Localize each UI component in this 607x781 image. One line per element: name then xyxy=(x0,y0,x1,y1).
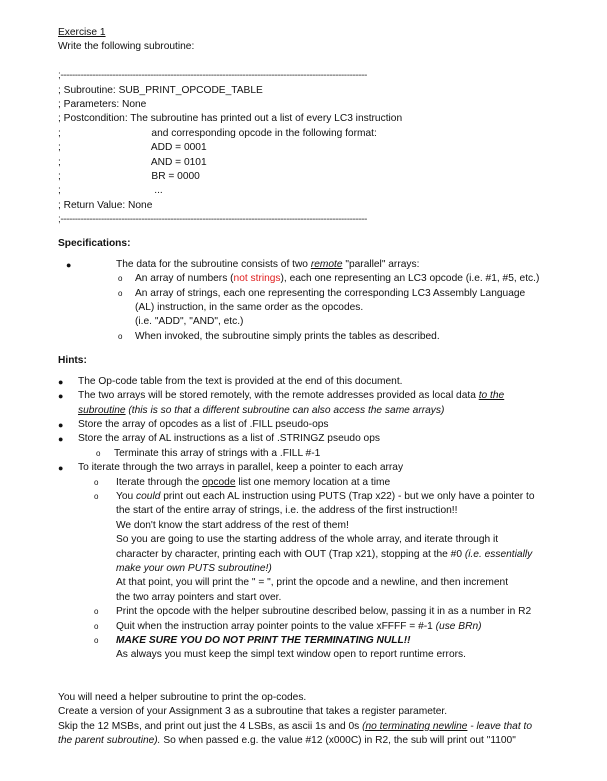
code-line: ; BR = 0000 xyxy=(58,170,200,182)
bullet-icon: ● xyxy=(58,419,64,430)
hint-5-sub-2-cont: At that point, you will print the " = ", print the opcode and a newline, and then increment xyxy=(116,577,509,589)
code-line: ; Subroutine: SUB_PRINT_OPCODE_TABLE xyxy=(58,84,263,96)
bullet-icon: ● xyxy=(66,259,72,270)
bullet-icon: ● xyxy=(58,391,64,402)
circle-bullet-icon: o xyxy=(94,477,99,487)
code-divider-bottom: ;---------------------------------------------------------------------------------------------------------- xyxy=(58,214,367,226)
code-line: ; ... xyxy=(58,185,163,197)
exercise-title: Exercise 1 xyxy=(58,27,106,38)
hint-5: To iterate through the two arrays in parallel, keep a pointer to each array xyxy=(78,462,404,474)
footer-line: You will need a helper subroutine to print the op-codes. xyxy=(58,691,307,703)
hint-5-sub-2-cont: We don't know the start address of the rest of them! xyxy=(116,519,349,531)
code-line: ; AND = 0101 xyxy=(58,156,207,168)
footer-line: the parent subroutine). So when passed e.g. the value #12 (x000C) in R2, the sub will print out "1100" xyxy=(58,735,516,747)
hint-4: Store the array of AL instructions as a list of .STRINGZ pseudo ops xyxy=(78,433,380,445)
hint-5-sub-2: You could print out each AL instruction using PUTS (Trap x22) - but we only have a pointer to xyxy=(116,490,535,502)
specifications-heading: Specifications: xyxy=(58,238,131,250)
spec-sub-2-cont: (i.e. "ADD", "AND", etc.) xyxy=(135,316,244,328)
hint-4-sub: Terminate this array of strings with a .FILL #-1 xyxy=(114,447,321,459)
hint-5-sub-4: Quit when the instruction array pointer points to the value xFFFF = #-1 (use BRn) xyxy=(116,620,482,632)
circle-bullet-icon: o xyxy=(96,448,101,458)
hint-5-sub-5: MAKE SURE YOU DO NOT PRINT THE TERMINATING NULL!! xyxy=(116,635,411,646)
hint-5-sub-2-cont: make your own PUTS subroutine!) xyxy=(116,562,272,574)
hint-5-sub-3: Print the opcode with the helper subroutine described below, passing it in as a number in R2 xyxy=(116,606,532,618)
hints-heading: Hints: xyxy=(58,355,87,367)
bullet-icon: ● xyxy=(58,434,64,445)
hints-list xyxy=(58,375,568,663)
code-line: ; ADD = 0001 xyxy=(58,142,207,154)
document-page xyxy=(58,26,568,748)
circle-bullet-icon: o xyxy=(118,274,123,284)
circle-bullet-icon: o xyxy=(94,491,99,501)
hint-5-sub-2-cont: the two array pointers and start over. xyxy=(116,591,282,603)
hint-3: Store the array of opcodes as a list of .FILL pseudo-ops xyxy=(78,418,329,430)
circle-bullet-icon: o xyxy=(118,288,123,298)
hint-5-sub-2-cont: So you are going to use the starting address of the whole array, and iterate through it xyxy=(116,534,499,546)
code-line: ; and corresponding opcode in the following format: xyxy=(58,127,377,139)
footer-paragraph xyxy=(58,691,568,749)
intro-text: Write the following subroutine: xyxy=(58,41,195,53)
specifications-list xyxy=(58,258,568,344)
circle-bullet-icon: o xyxy=(94,621,99,631)
spec-sub-2: An array of strings, each one representing the corresponding LC3 Assembly Language xyxy=(135,287,526,299)
code-line: ; Postcondition: The subroutine has printed out a list of every LC3 instruction xyxy=(58,113,403,125)
code-divider-top: ;---------------------------------------------------------------------------------------------------------- xyxy=(58,70,367,82)
code-header-block xyxy=(58,69,568,227)
hint-2: The two arrays will be stored remotely, with the remote addresses provided as local data to the xyxy=(78,390,505,402)
spec-sub-3: When invoked, the subroutine simply prints the tables as described. xyxy=(135,330,440,342)
footer-line: Create a version of your Assignment 3 as a subroutine that takes a register parameter. xyxy=(58,706,448,718)
hint-2-cont: subroutine (this is so that a different subroutine can also access the same arrays) xyxy=(78,404,445,416)
footer-line: Skip the 12 MSBs, and print out just the 4 LSBs, as ascii 1s and 0s (no terminating newline - leave that to xyxy=(58,720,532,732)
circle-bullet-icon: o xyxy=(118,331,123,341)
hint-1: The Op-code table from the text is provided at the end of this document. xyxy=(78,375,403,387)
bullet-icon: ● xyxy=(58,463,64,474)
code-line: ; Return Value: None xyxy=(58,199,153,211)
circle-bullet-icon: o xyxy=(94,607,99,617)
bullet-icon: ● xyxy=(58,376,64,387)
spec-bullet-text: The data for the subroutine consists of two remote "parallel" arrays: xyxy=(116,258,420,270)
spec-sub-1: An array of numbers (not strings), each one representing an LC3 opcode (i.e. #1, #5, etc.) xyxy=(135,273,540,285)
spec-sub-2-cont: (AL) instruction, in the same order as the opcodes. xyxy=(135,302,364,314)
hint-5-sub-1: Iterate through the opcode list one memory location at a time xyxy=(116,476,391,488)
circle-bullet-icon: o xyxy=(94,636,99,645)
hint-5-sub-2-cont: character by character, printing each with OUT (Trap x21), stopping at the #0 (i.e. essentially xyxy=(116,548,533,560)
hint-5-sub-2-cont: the start of the entire array of strings, i.e. the address of the first instruction!! xyxy=(116,505,458,517)
hint-5-sub-6: As always you must keep the simpl text window open to report runtime errors. xyxy=(116,649,466,661)
code-line: ; Parameters: None xyxy=(58,98,147,110)
